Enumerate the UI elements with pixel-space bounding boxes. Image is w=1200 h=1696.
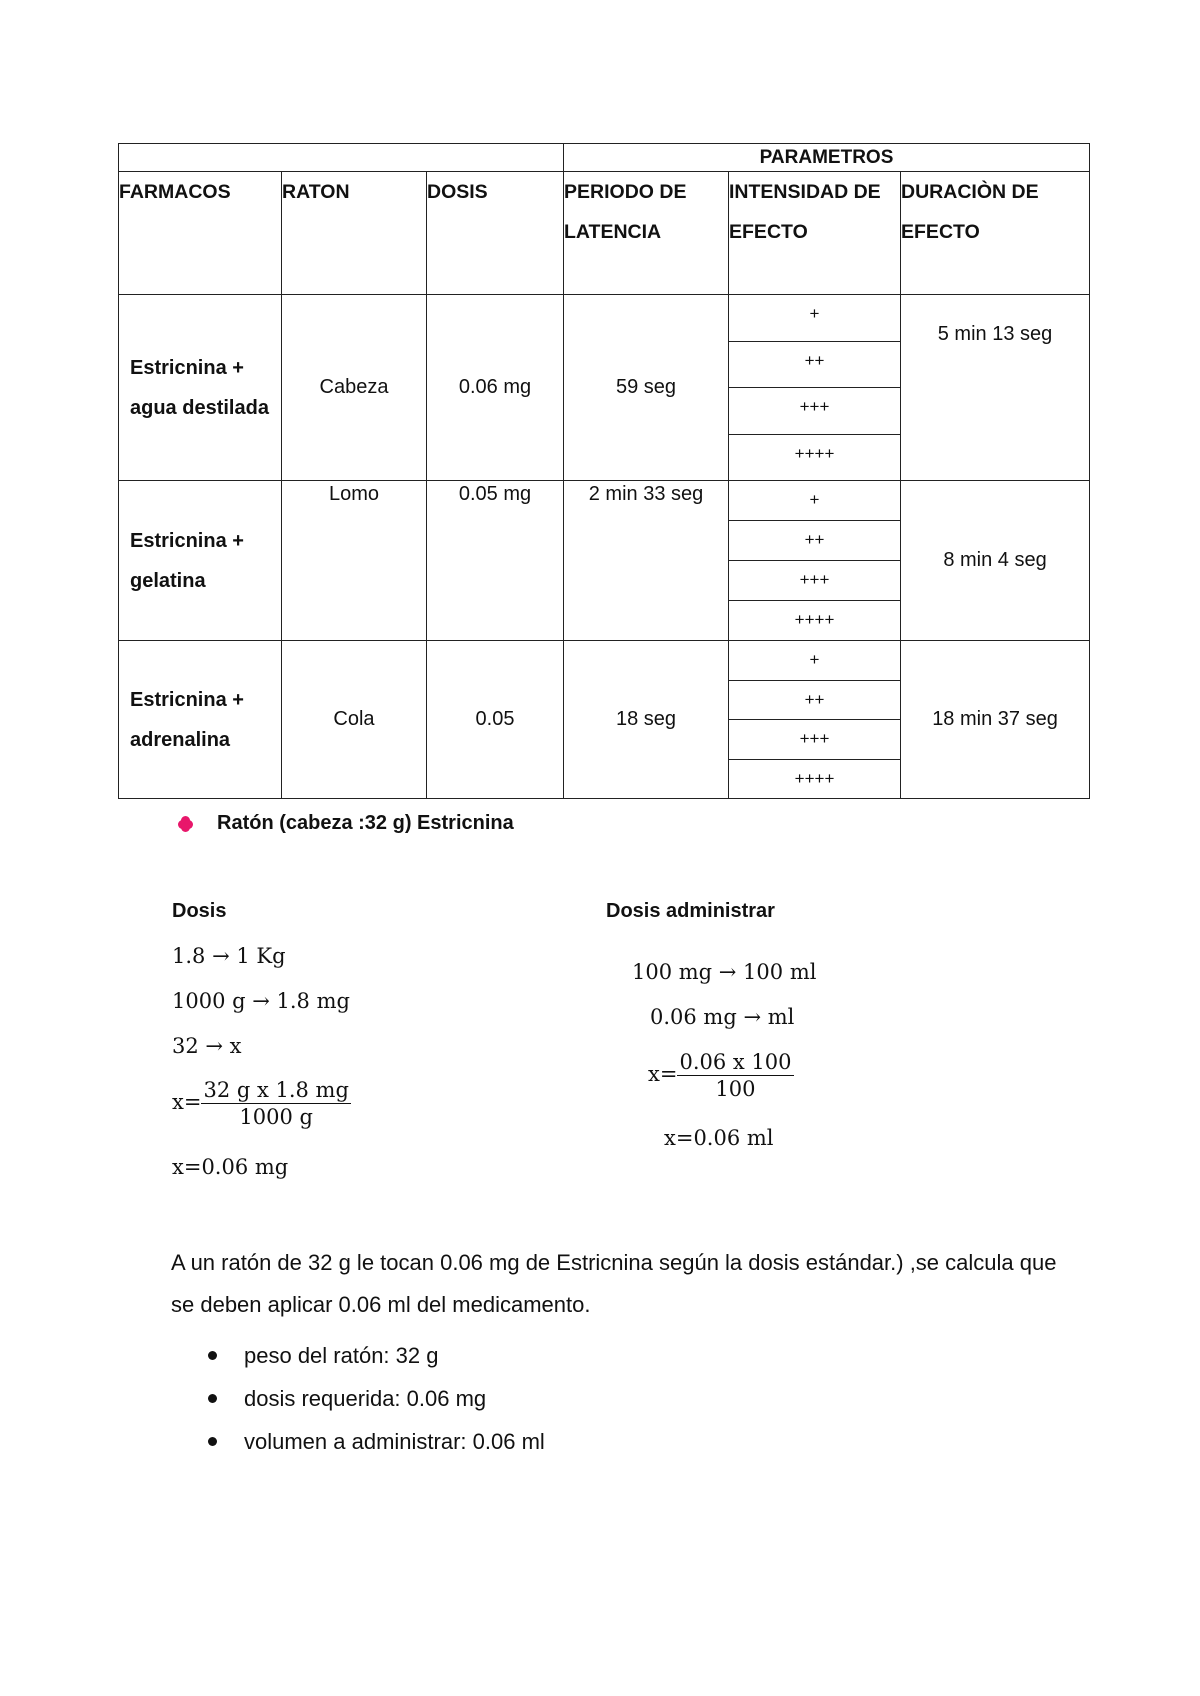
- summary-list: [204, 1334, 545, 1463]
- intensity-level: ++: [729, 521, 900, 561]
- bullet-dot-icon: [208, 1394, 217, 1403]
- table-super-header-row: [119, 144, 1090, 172]
- bullet-dot-icon: [208, 1351, 217, 1360]
- pharmacology-table: [118, 143, 1090, 799]
- dosis-fraction: [172, 1078, 351, 1129]
- raton-cell: Lomo: [282, 481, 427, 641]
- raton-cell: Cola: [282, 641, 427, 799]
- duracion-cell: 8 min 4 seg: [901, 481, 1090, 641]
- list-item-text: volumen a administrar: 0.06 ml: [244, 1429, 545, 1454]
- table-row: [119, 481, 1090, 641]
- fraction-denominator: 100: [715, 1077, 756, 1101]
- intensity-level: ++++: [794, 768, 835, 788]
- intensity-level: +: [729, 641, 900, 681]
- periodo-cell: 2 min 33 seg: [564, 481, 729, 641]
- col-header-farmacos: FARMACOS: [119, 172, 282, 295]
- intensity-level: +++: [729, 720, 900, 760]
- dosis-cell: 0.05 mg: [427, 481, 564, 641]
- raton-cell: Cabeza: [282, 295, 427, 481]
- col-header-dosis: DOSIS: [427, 172, 564, 295]
- drug-name: Estricnina + gelatina: [119, 481, 282, 641]
- fraction-lhs: x=: [648, 1062, 678, 1086]
- administrar-line-1: 100 mg → 100 ml: [632, 960, 817, 984]
- intensity-cell: [729, 641, 901, 799]
- fraction: [201, 1078, 350, 1129]
- section-heading-text: Ratón (cabeza :32 g) Estricnina: [217, 812, 514, 834]
- periodo-cell: 18 seg: [564, 641, 729, 799]
- intensity-level: +: [729, 481, 900, 521]
- intensity-cell: [729, 295, 901, 481]
- fraction-lhs: x=: [172, 1090, 202, 1114]
- administrar-fraction: [648, 1050, 794, 1101]
- fraction-denominator: 1000 g: [239, 1105, 313, 1129]
- dosis-title: Dosis: [172, 900, 227, 922]
- intensity-level: +++: [729, 561, 900, 601]
- table-column-header-row: [119, 172, 1090, 295]
- intensity-cell: [729, 481, 901, 641]
- list-item-text: dosis requerida: 0.06 mg: [244, 1386, 487, 1411]
- table-row: [119, 295, 1090, 481]
- intensity-level: +++: [729, 388, 900, 435]
- fraction-numerator: 32 g x 1.8 mg: [203, 1078, 349, 1102]
- drug-name: Estricnina + agua destilada: [119, 295, 282, 481]
- dosis-line-3: 32 → x: [172, 1034, 242, 1058]
- bullet-dot-icon: [208, 1437, 217, 1446]
- explanation-paragraph: A un ratón de 32 g le tocan 0.06 mg de Estricnina según la dosis estándar.) ,se calcula que se deben aplicar 0.06 ml del medicamento.: [171, 1250, 1057, 1317]
- dosis-result: x=0.06 mg: [172, 1155, 289, 1179]
- fraction-numerator: 0.06 x 100: [679, 1050, 792, 1074]
- section-heading: [178, 812, 514, 835]
- intensity-level: +: [729, 295, 900, 342]
- list-item: [204, 1377, 545, 1420]
- duracion-cell: 18 min 37 seg: [901, 641, 1090, 799]
- fraction: [677, 1050, 793, 1101]
- list-item-text: peso del ratón: 32 g: [244, 1343, 439, 1368]
- list-item: [204, 1420, 545, 1463]
- intensity-level: ++: [729, 681, 900, 721]
- col-header-intensidad: INTENSIDAD DE EFECTO: [729, 172, 901, 295]
- col-header-raton: RATON: [282, 172, 427, 295]
- intensity-level: ++++: [794, 610, 835, 629]
- dosis-cell: 0.05: [427, 641, 564, 799]
- col-header-duracion: DURACIÒN DE EFECTO: [901, 172, 1090, 295]
- drug-name: Estricnina + adrenalina: [119, 641, 282, 799]
- intensity-level: ++++: [794, 443, 835, 463]
- administrar-result: x=0.06 ml: [664, 1126, 774, 1150]
- administrar-line-2: 0.06 mg → ml: [650, 1005, 795, 1029]
- blank-header-cell: [119, 144, 564, 172]
- flower-bullet-icon: [178, 816, 193, 831]
- list-item: [204, 1334, 545, 1377]
- administrar-title: Dosis administrar: [606, 900, 775, 922]
- periodo-cell: 59 seg: [564, 295, 729, 481]
- intensity-level: ++: [729, 342, 900, 389]
- dosis-line-2: 1000 g → 1.8 mg: [172, 989, 350, 1013]
- dosis-cell: 0.06 mg: [427, 295, 564, 481]
- parametros-header: PARAMETROS: [564, 144, 1090, 172]
- dosis-line-1: 1.8 → 1 Kg: [172, 944, 286, 968]
- col-header-periodo: PERIODO DE LATENCIA: [564, 172, 729, 295]
- duracion-cell: 5 min 13 seg: [901, 295, 1090, 481]
- table-row: [119, 641, 1090, 799]
